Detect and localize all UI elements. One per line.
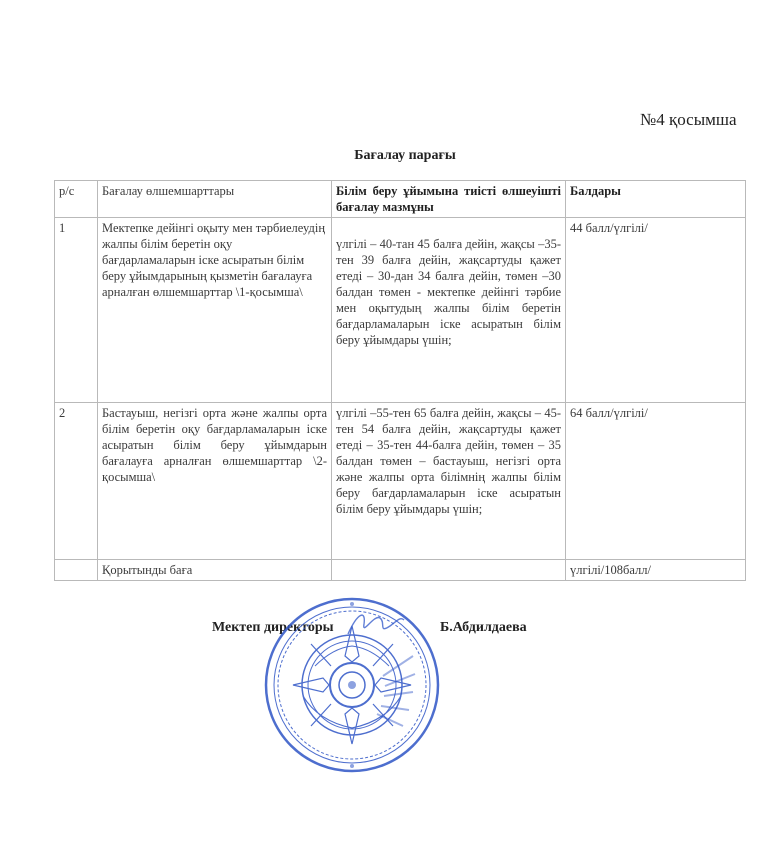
evaluation-table bbox=[54, 180, 746, 581]
row-content: үлгілі – 40-тан 45 балға дейін, жақсы –35-тен 39 балға дейін, жақсартуды қажет етеді – 30-дан 34 балға дейін, төмен –30 балдан төмен - мектепке дейінгі тәрбие мен оқытудың жалпы білім беретін бағдарламаларын іске асыратын білім беру ұйымдары үшін; bbox=[332, 218, 566, 403]
total-number-cell bbox=[55, 560, 98, 581]
column-header-criteria: Бағалау өлшемшарттары bbox=[98, 181, 332, 218]
table-row bbox=[55, 403, 746, 560]
table-row bbox=[55, 218, 746, 403]
signatory-name: Б.Абдилдаева bbox=[440, 620, 527, 635]
column-header-score: Балдары bbox=[566, 181, 746, 218]
row-criteria: Мектепке дейінгі оқыту мен тәрбиелеудің жалпы білім беретін оқу бағдарламаларын іске асыратын білім беру ұйымдарының қызметін бағалауға арналған өлшемшарттар \1-қосымша\ bbox=[98, 218, 332, 403]
row-number: 1 bbox=[55, 218, 98, 403]
table-total-row bbox=[55, 560, 746, 581]
handwritten-signature bbox=[340, 604, 410, 644]
total-score: үлгілі/108балл/ bbox=[566, 560, 746, 581]
document-title: Бағалау парағы bbox=[354, 148, 456, 163]
row-score: 64 балл/үлгілі/ bbox=[566, 403, 746, 560]
row-criteria: Бастауыш, негізгі орта және жалпы орта білім беретін оқу бағдарламаларын іске асыратын білім беру ұйымдарын бағалауға арналған өлшемшарттар \2-қосымша\ bbox=[98, 403, 332, 560]
total-label: Қорытынды баға bbox=[98, 560, 332, 581]
total-empty-cell bbox=[332, 560, 566, 581]
row-score: 44 балл/үлгілі/ bbox=[566, 218, 746, 403]
signatory-role: Мектеп директоры bbox=[212, 620, 334, 635]
row-number: 2 bbox=[55, 403, 98, 560]
column-header-number: р/с bbox=[55, 181, 98, 218]
table-header-row bbox=[55, 181, 746, 218]
appendix-number: №4 қосымша bbox=[640, 110, 737, 129]
column-header-content: Білім беру ұйымына тиісті өлшеуішті бағалау мазмұны bbox=[332, 181, 566, 218]
row-content: үлгілі –55-тен 65 балға дейін, жақсы – 45-тен 54 балға дейін, жақсартуды қажет етеді – 35-тен 44-балға дейін, төмен – 35 балдан төмен – бастауыш, негізгі орта және жалпы орта білімнің жалпы білім беру бағдарламаларын іске асыратын білім беру ұйымдары үшін; bbox=[332, 403, 566, 560]
